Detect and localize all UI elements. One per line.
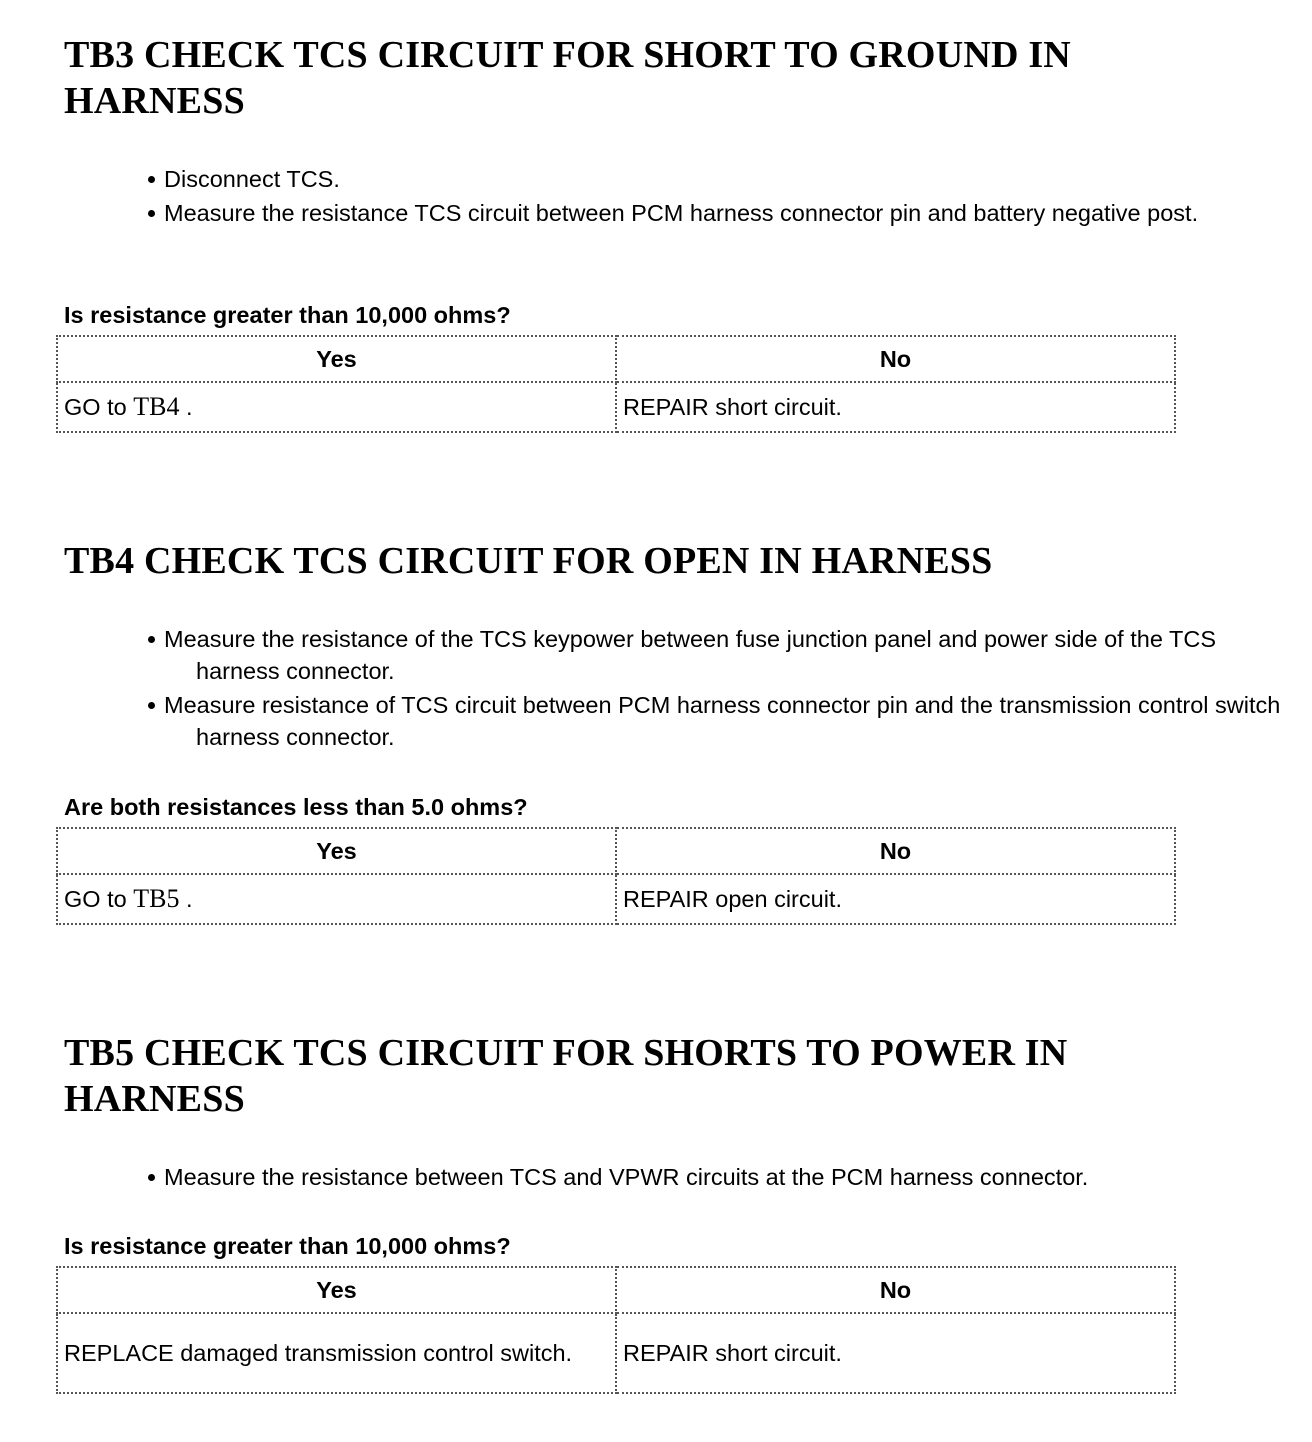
no-header: No: [616, 828, 1175, 874]
table-row: [57, 874, 1175, 924]
result-table: [56, 827, 1176, 925]
list-item-text: Measure the resistance between TCS and VPWR circuits at the PCM harness connector.: [164, 1164, 1089, 1190]
instruction-list: [146, 163, 1296, 231]
yes-header: Yes: [57, 336, 616, 382]
yes-suffix: .: [185, 886, 193, 912]
bullet-icon: [148, 1174, 155, 1181]
table-header-row: [57, 828, 1175, 874]
list-item-text: Disconnect TCS.: [164, 166, 340, 192]
bullet-icon: [148, 210, 155, 217]
question-text: Are both resistances less than 5.0 ohms?: [64, 794, 528, 820]
table-row: [57, 382, 1175, 432]
bullet-icon: [148, 176, 155, 183]
step-link-tb5[interactable]: TB5: [133, 884, 180, 913]
list-item-text: Measure the resistance TCS circuit between PCM harness connector pin and battery negative post.: [164, 200, 1199, 226]
list-item: [146, 1161, 1296, 1193]
list-item: [146, 689, 1296, 753]
no-cell: REPAIR open circuit.: [616, 874, 1175, 924]
table-header-row: [57, 1267, 1175, 1313]
instruction-list: [146, 1161, 1296, 1195]
yes-prefix: GO to: [64, 394, 127, 420]
yes-cell: [57, 382, 616, 432]
result-table: [56, 335, 1176, 433]
question-text: Is resistance greater than 10,000 ohms?: [64, 302, 511, 328]
step-link-tb4[interactable]: TB4: [133, 392, 180, 421]
list-item: [146, 163, 1296, 195]
no-header: No: [616, 336, 1175, 382]
yes-suffix: .: [185, 394, 193, 420]
yes-header: Yes: [57, 1267, 616, 1313]
section-heading: TB3 CHECK TCS CIRCUIT FOR SHORT TO GROUND IN HARNESS: [64, 34, 1071, 122]
list-item-text: Measure resistance of TCS circuit between PCM harness connector pin and the transmission control switch harness connector.: [164, 692, 1281, 750]
no-cell: REPAIR short circuit.: [616, 1313, 1175, 1393]
instruction-list: [146, 623, 1296, 755]
section-heading: TB5 CHECK TCS CIRCUIT FOR SHORTS TO POWER IN HARNESS: [64, 1032, 1068, 1120]
list-item: [146, 197, 1296, 229]
section-heading: TB4 CHECK TCS CIRCUIT FOR OPEN IN HARNESS: [64, 540, 993, 582]
list-item: [146, 623, 1296, 687]
table-header-row: [57, 336, 1175, 382]
yes-header: Yes: [57, 828, 616, 874]
bullet-icon: [148, 636, 155, 643]
yes-cell: [57, 874, 616, 924]
result-table: [56, 1266, 1176, 1394]
bullet-icon: [148, 702, 155, 709]
question-text: Is resistance greater than 10,000 ohms?: [64, 1233, 511, 1259]
list-item-text: Measure the resistance of the TCS keypower between fuse junction panel and power side of the TCS harness connector.: [164, 626, 1217, 684]
yes-cell: REPLACE damaged transmission control switch.: [57, 1313, 616, 1393]
table-row: [57, 1313, 1175, 1393]
no-header: No: [616, 1267, 1175, 1313]
yes-prefix: GO to: [64, 886, 127, 912]
no-cell: REPAIR short circuit.: [616, 382, 1175, 432]
